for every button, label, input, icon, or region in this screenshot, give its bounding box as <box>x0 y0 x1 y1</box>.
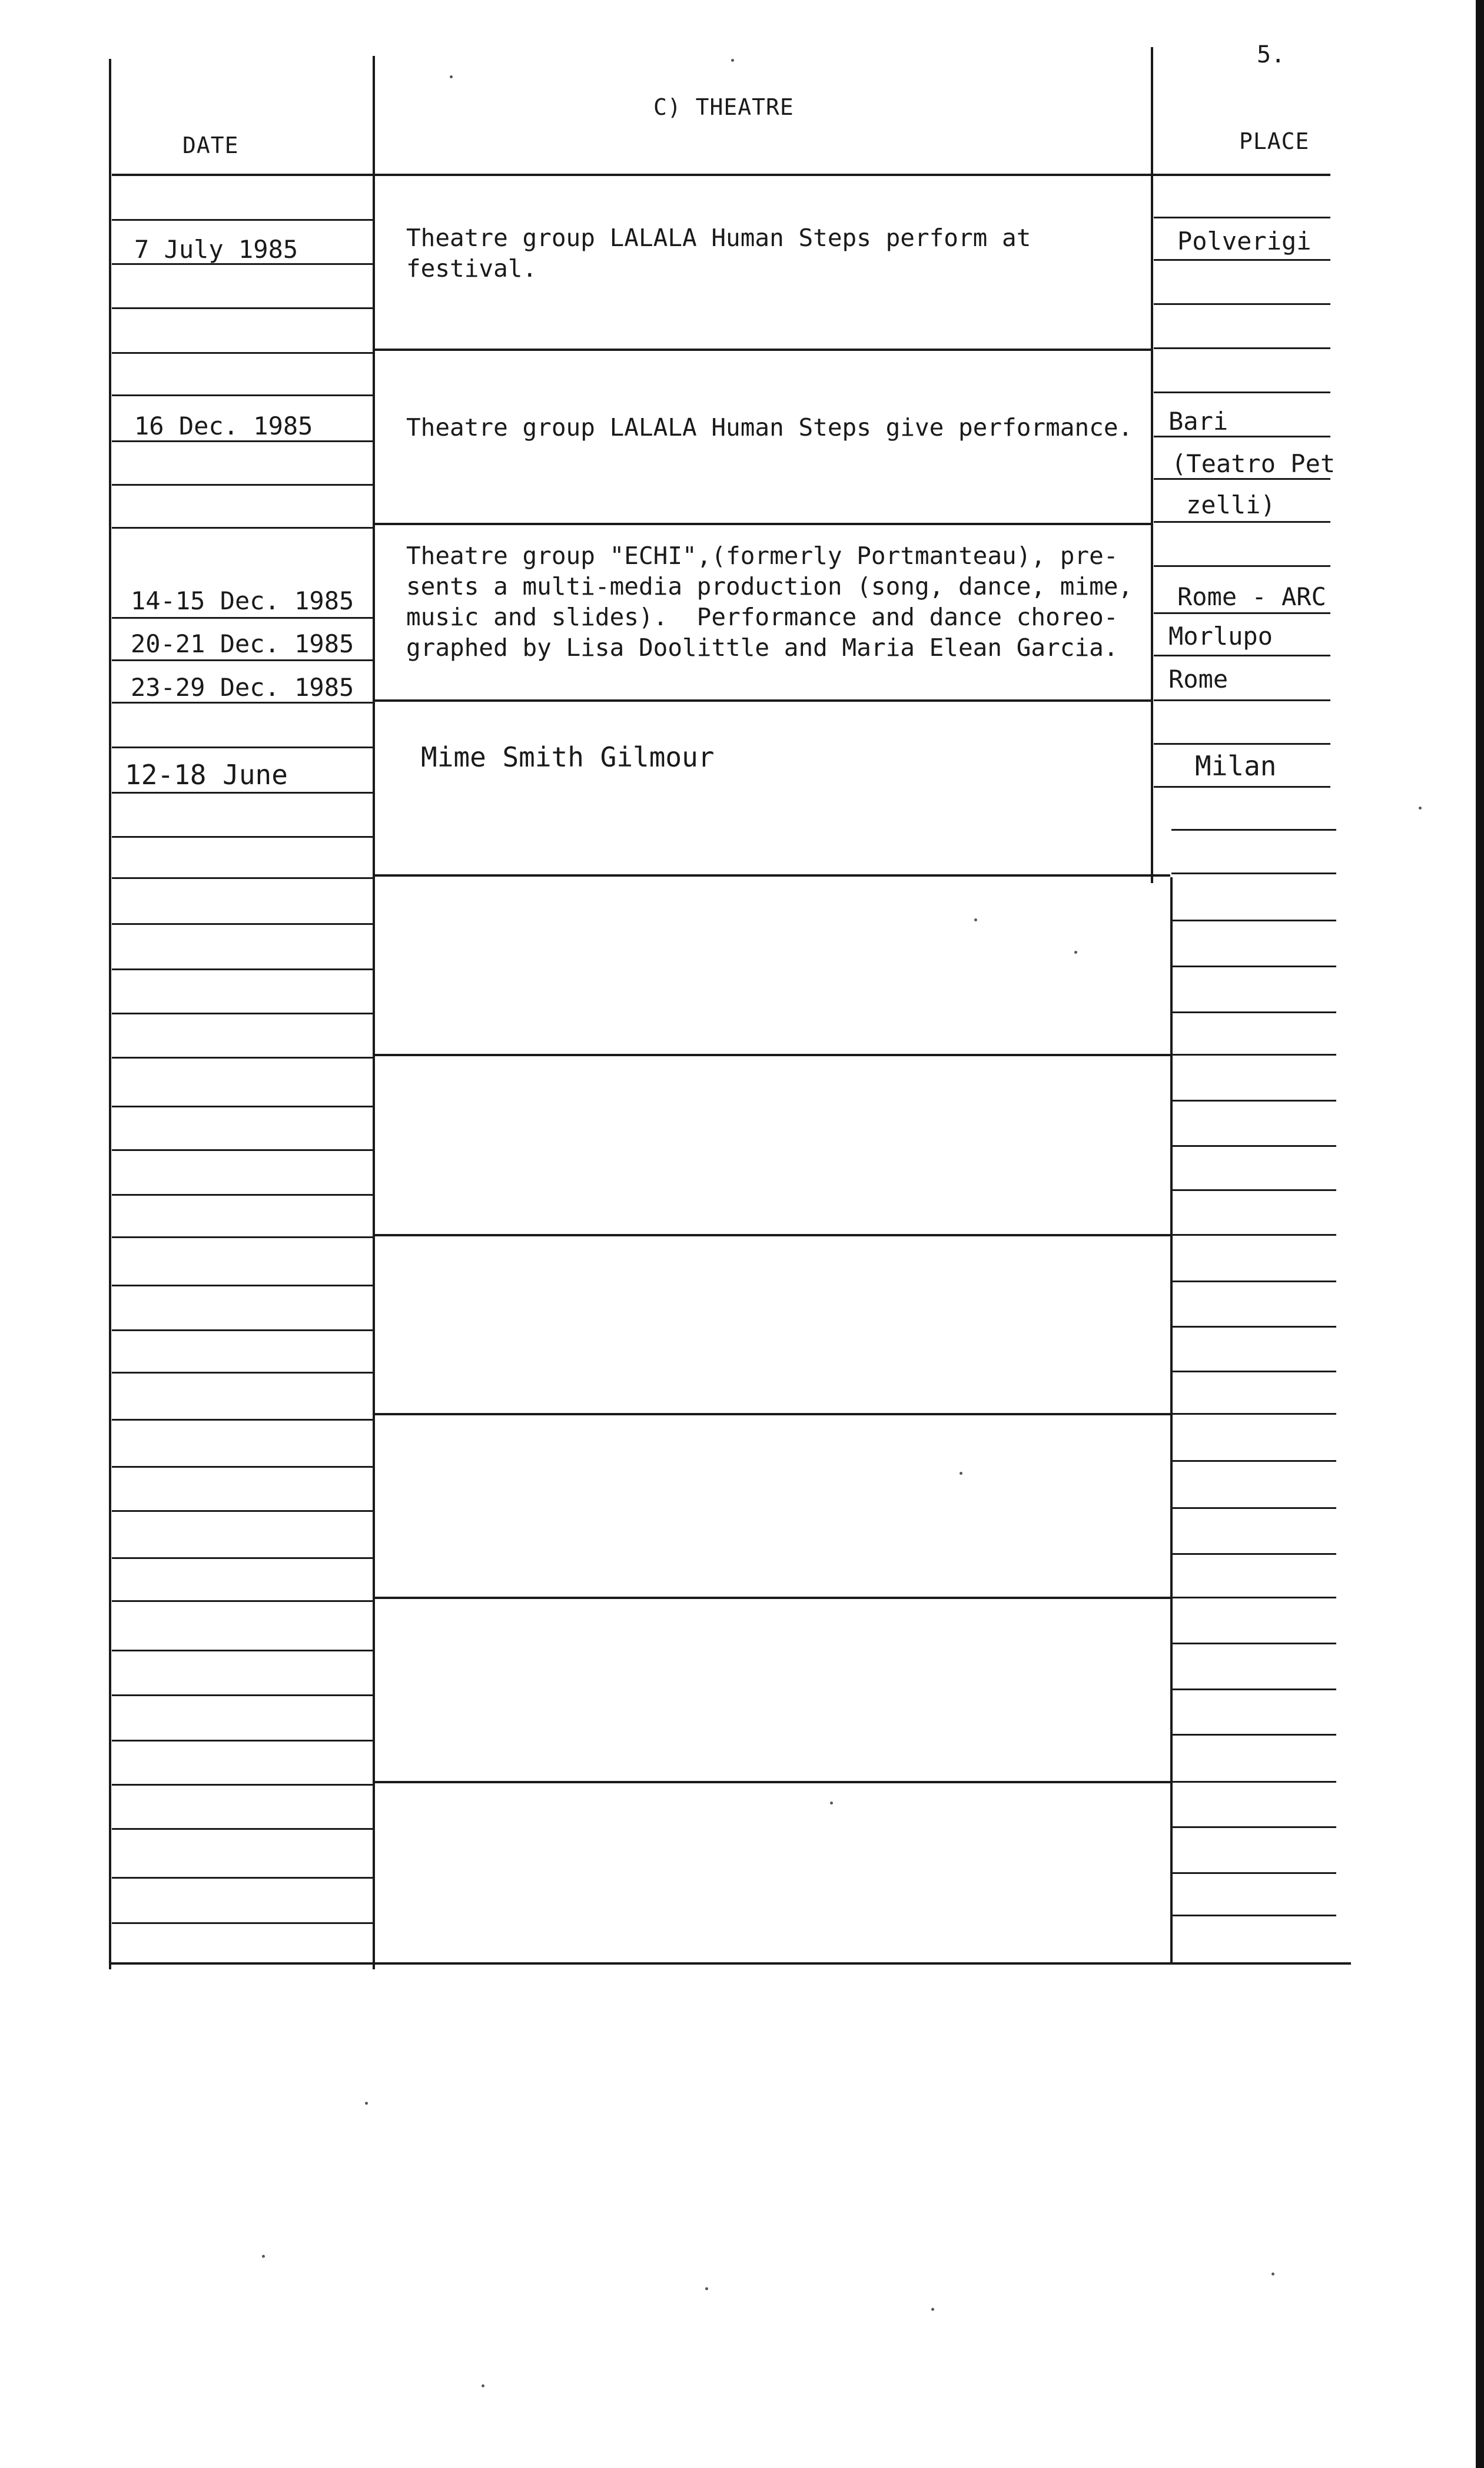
entry-date: 23-29 Dec. 1985 <box>131 673 354 702</box>
block-separator <box>373 699 1153 702</box>
scan-edge <box>1476 0 1484 2468</box>
block-separator <box>373 1234 1170 1236</box>
block-separator <box>373 1597 1170 1599</box>
page-number: 5. <box>1257 41 1286 68</box>
entry-description: Theatre group LALALA Human Steps perform at festival. <box>406 224 1031 283</box>
entry-description: Theatre group "ECHI",(formerly Portmanteau), pre- sents a multi-media production (song, dance, mime, music and slides). Performance and dance choreo- graphed by Lisa Doolittle and Maria Elean Garcia. <box>406 542 1133 662</box>
entry-place: Rome - ARC <box>1177 582 1326 611</box>
entry-place: Rome <box>1168 665 1229 694</box>
block-separator <box>373 1054 1170 1056</box>
block-separator <box>373 523 1153 525</box>
left-border <box>109 59 111 1969</box>
block-separator <box>373 1413 1170 1415</box>
entry-date: 20-21 Dec. 1985 <box>131 629 354 658</box>
entry-date: 14-15 Dec. 1985 <box>131 586 354 615</box>
entry-place: Milan <box>1195 750 1277 782</box>
table-bottom-rule <box>109 1962 1351 1965</box>
place-column-header: PLACE <box>1239 128 1310 154</box>
entry-date: 16 Dec. 1985 <box>134 412 313 440</box>
entry-description: Mime Smith Gilmour <box>421 741 715 773</box>
section-title: C) THEATRE <box>653 94 794 120</box>
header-rule <box>112 174 1330 176</box>
date-column-header: DATE <box>182 132 239 158</box>
entry-description: Theatre group LALALA Human Steps give performance. <box>406 413 1133 442</box>
entry-place: Morlupo <box>1168 622 1273 651</box>
entry-date: 12-18 June <box>125 759 288 791</box>
block-separator <box>373 874 1170 877</box>
entry-place: zelli) <box>1186 490 1276 519</box>
block-separator <box>373 349 1153 351</box>
entry-date: 7 July 1985 <box>134 235 298 264</box>
place-column-divider-lower <box>1170 877 1173 1963</box>
entry-place: Bari <box>1168 407 1229 436</box>
block-separator <box>373 1781 1170 1783</box>
entry-place: (Teatro Pet <box>1171 449 1336 478</box>
entry-place: Polverigi <box>1177 227 1312 256</box>
place-column-divider <box>1151 47 1153 883</box>
